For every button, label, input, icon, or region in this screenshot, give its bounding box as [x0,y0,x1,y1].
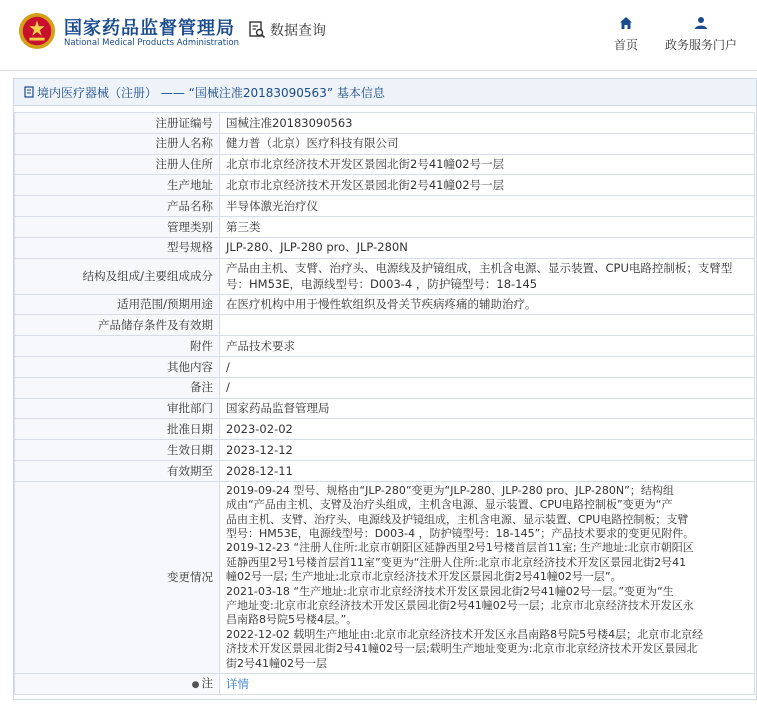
breadcrumb-text: 境内医疗器械（注册） —— “国械注准20183090563” 基本信息 [37,85,385,100]
field-label: 批准日期 [15,419,220,440]
field-value: 2028-12-11 [220,460,755,481]
field-value: 健力普（北京）医疗科技有限公司 [220,133,755,154]
change-history-value [220,481,755,673]
field-label: 生产地址 [15,175,220,196]
field-label: 产品名称 [15,196,220,217]
field-value [220,315,755,336]
home-icon [619,16,633,30]
table-row [15,460,755,481]
table-row [15,237,755,258]
note-label: 注 [201,675,213,690]
site-subtitle: National Medical Products Administration [64,38,239,48]
field-label: 其他内容 [15,356,220,377]
nav-home[interactable] [611,16,641,53]
field-value: 半导体激光治疗仪 [220,196,755,217]
field-label: 审批部门 [15,398,220,419]
table-row [15,398,755,419]
table-row [15,315,755,336]
table-row [15,336,755,357]
breadcrumb [14,79,756,106]
table-row [15,294,755,315]
change-history-label: 变更情况 [15,481,220,673]
table-row [15,196,755,217]
change-history-line: 2019-09-24 型号、规格由“JLP-280”变更为“JLP-280、JLP-280 pro、JLP-280N”；结构组 [226,483,674,497]
header-divider [0,70,757,71]
field-label: 备注 [15,377,220,398]
change-history-line: 品由主机、支臂、治疗头、电源线及护镜组成，主机含电源、显示装置、CPU电路控制板；支臂 [226,512,689,526]
search-document-icon [248,21,266,39]
change-history-line: 2019-12-23 “注册人住所:北京市朝阳区延静西里2号1号楼首层首11室; 生产地址:北京市朝阳区 [226,541,694,555]
change-history-line: 昌南路8号院5号楼4层。”。 [226,613,358,627]
table-row [15,133,755,154]
change-history-line: 幢02号一层; 生产地址:北京市北京经济技术开发区景园北街2号41幢02号一层”。 [226,570,622,584]
table-row [15,674,755,695]
change-history-line: 街2号41幢02号一层 [226,656,327,670]
nav-service-portal[interactable] [663,16,739,53]
table-row [15,113,755,134]
detail-card [13,78,757,700]
field-value: 国家药品监督管理局 [220,398,755,419]
change-history-line: 2021-03-18 “生产地址:北京市北京经济技术开发区景园北街2号41幢02号一层。”变更为“生 [226,584,674,598]
user-icon [694,16,708,30]
table-row [15,356,755,377]
table-row [15,481,755,673]
field-label: 注册人名称 [15,133,220,154]
details-link[interactable]: 详情 [226,676,249,691]
table-row [15,377,755,398]
field-value: 产品由主机、支臂、治疗头、电源线及护镜组成，主机含电源、显示装置、CPU电路控制板；支臂型号：HM53E，电源线型号：D003-4 ，防护镜型号：18-145 [220,258,755,294]
field-value: 产品技术要求 [220,336,755,357]
nav-portal-label: 政务服务门户 [664,38,737,52]
note-value [220,674,755,695]
field-value: 第三类 [220,216,755,237]
field-value: 北京市北京经济技术开发区景园北街2号41幢02号一层 [220,154,755,175]
change-history-line: 型号：HM53E，电源线型号：D003-4 ，防护镜型号：18-145”；产品技术要求的变更见附件。 [226,526,695,540]
change-history-line: 延静西里2号1号楼首层首11室”变更为“注册人住所:北京市北京经济技术开发区景园北街2号41 [226,555,687,569]
table-row [15,216,755,237]
field-value: / [220,356,755,377]
document-icon [24,86,34,98]
field-value: JLP-280、JLP-280 pro、JLP-280N [220,237,755,258]
change-history-line: 成由“产品由主机、支臂及治疗头组成，主机含电源、显示装置、CPU电路控制板”变更为“产 [226,498,673,512]
change-history-line: 产地址变:北京市北京经济技术开发区景园北街2号41幢02号一层；北京市北京经济技术开发区永 [226,599,694,612]
note-label-cell [15,674,220,695]
field-value: / [220,377,755,398]
table-row [15,258,755,294]
data-query-label: 数据查询 [270,23,326,39]
site-title: 国家药品监督管理局 [64,18,235,39]
field-label: 附件 [15,336,220,357]
site-header [0,0,757,70]
field-value: 国械注准20183090563 [220,113,755,134]
field-label: 注册证编号 [15,113,220,134]
table-row [15,175,755,196]
table-row [15,154,755,175]
table-row [15,440,755,461]
nav-home-label: 首页 [613,38,638,52]
field-label: 生效日期 [15,440,220,461]
national-emblem-icon [18,12,56,50]
field-value: 北京市北京经济技术开发区景园北街2号41幢02号一层 [220,175,755,196]
field-label: 注册人住所 [15,154,220,175]
change-history-line: 2022-12-02 载明生产地址由:北京市北京经济技术开发区永昌南路8号院5号楼4层；北京市北京经 [226,627,704,641]
table-row [15,419,755,440]
field-value: 2023-02-02 [220,419,755,440]
change-history-line: 济技术开发区景园北街2号41幢02号一层;载明生产地址变更为:北京市北京经济技术开发区景园北 [226,642,698,656]
field-value: 在医疗机构中用于慢性软组织及骨关节疾病疼痛的辅助治疗。 [220,294,755,315]
detail-table [14,112,755,695]
field-label: 管理类别 [15,216,220,237]
field-label: 适用范围/预期用途 [15,294,220,315]
data-query-link[interactable] [248,20,326,40]
lightbulb-icon: ● [191,679,200,690]
field-label: 有效期至 [15,460,220,481]
field-label: 产品储存条件及有效期 [15,315,220,336]
field-value: 2023-12-12 [220,440,755,461]
field-label: 结构及组成/主要组成成分 [15,258,220,294]
field-label: 型号规格 [15,237,220,258]
